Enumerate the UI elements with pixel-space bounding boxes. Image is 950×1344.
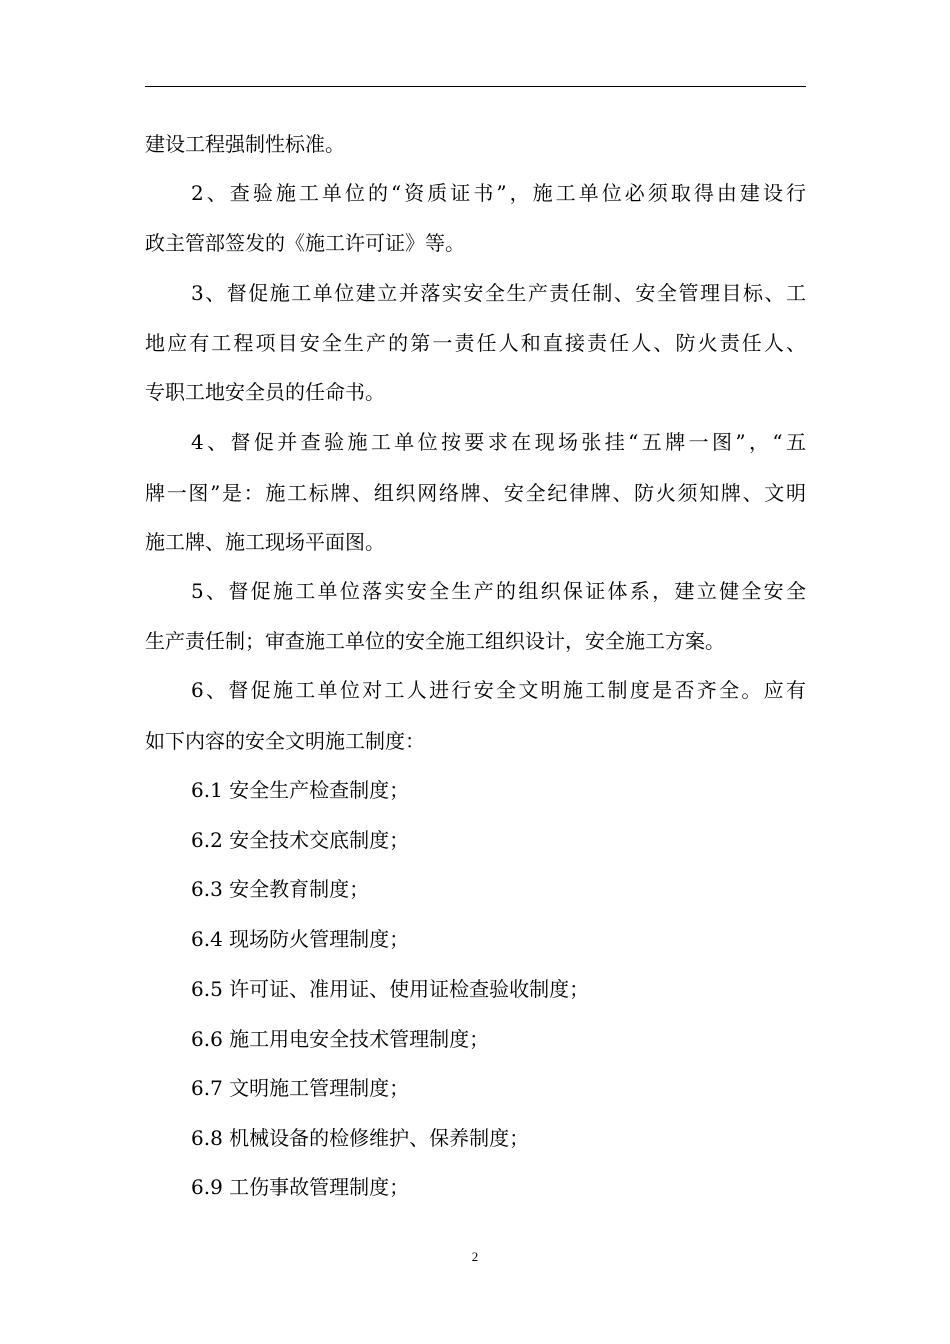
text-line: 建设工程强制性标准。 <box>145 132 345 156</box>
text-line: 专职工地安全员的任命书。 <box>145 380 385 404</box>
text-line: 生产责任制；审查施工单位的安全施工组织设计，安全施工方案。 <box>145 629 725 653</box>
header-rule <box>145 86 806 87</box>
text-line: 2、查验施工单位的“资质证书”，施工单位必须取得由建设行 <box>191 181 806 205</box>
text-line: 5、督促施工单位落实安全生产的组织保证体系，建立健全安全 <box>191 579 806 603</box>
list-item: 6.7 文明施工管理制度； <box>191 1076 410 1100</box>
list-item: 6.5 许可证、准用证、使用证检查验收制度； <box>191 977 590 1001</box>
text-line: 4、督促并查验施工单位按要求在现场张挂“五牌一图”，“五 <box>191 430 806 454</box>
text-line: 地应有工程项目安全生产的第一责任人和直接责任人、防火责任人、 <box>145 331 806 355</box>
text-line: 6、督促施工单位对工人进行安全文明施工制度是否齐全。应有 <box>191 678 806 702</box>
list-item: 6.9 工伤事故管理制度； <box>191 1175 410 1199</box>
list-item: 6.6 施工用电安全技术管理制度； <box>191 1027 490 1051</box>
text-line: 如下内容的安全文明施工制度： <box>145 729 425 753</box>
list-item: 6.1 安全生产检查制度； <box>191 778 410 802</box>
list-item: 6.2 安全技术交底制度； <box>191 828 410 852</box>
list-item: 6.8 机械设备的检修维护、保养制度； <box>191 1126 530 1150</box>
text-line: 施工牌、施工现场平面图。 <box>145 530 385 554</box>
list-item: 6.4 现场防火管理制度； <box>191 927 410 951</box>
text-line: 牌一图”是：施工标牌、组织网络牌、安全纪律牌、防火须知牌、文明 <box>145 481 806 505</box>
text-line: 3、督促施工单位建立并落实安全生产责任制、安全管理目标、工 <box>191 281 806 305</box>
page-number: 2 <box>471 1249 479 1264</box>
text-line: 政主管部签发的《施工许可证》等。 <box>145 231 465 255</box>
list-item: 6.3 安全教育制度； <box>191 877 370 901</box>
